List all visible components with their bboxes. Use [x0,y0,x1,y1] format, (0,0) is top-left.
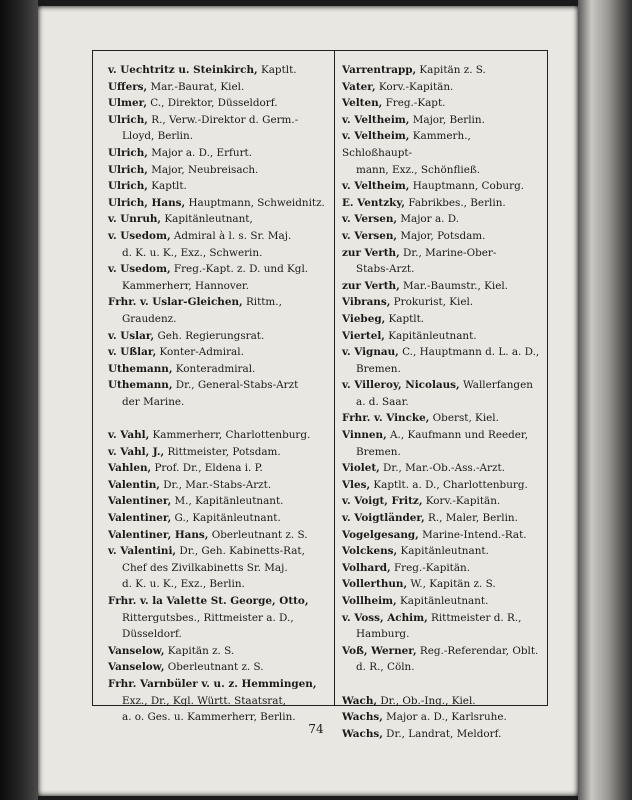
directory-entry [342,593,542,610]
directory-entry [108,493,328,510]
directory-entry [108,659,328,676]
directory-entry [108,477,328,494]
entry-details: Rittm., [245,296,282,309]
entry-name: Valentin, [108,478,160,491]
directory-entry [108,79,328,96]
entry-details: C., Hauptmann d. L. a. D., [402,346,540,359]
entry-name: Vogelgesang, [342,528,419,541]
directory-entry [342,576,542,593]
directory-entry [342,477,542,494]
entry-name: Viertel, [342,329,385,342]
entry-continuation: a. o. Ges. u. Kammerherr, Berlin. [122,711,296,724]
entry-name: Ulrich, [108,113,148,126]
entry-name: Uffers, [108,80,148,93]
entry-continuation: Stabs-Arzt. [356,263,415,276]
directory-entry [342,328,542,345]
entry-name: Frhr. v. la Valette St. George, Otto, [108,595,309,607]
entry-details: Major a. D. [400,213,460,226]
entry-name: Uthemann, [108,379,173,392]
entry-details: Kammerherr, Charlottenburg. [152,429,311,442]
directory-entry [342,510,542,527]
directory-entry [108,178,328,195]
entry-name: v. Vahl, [108,429,150,442]
directory-entry [108,294,328,327]
column-divider [334,50,335,706]
entry-details: Marine-Intend.-Rat. [422,528,527,541]
entry-name: v. Uechtritz u. Steinkirch, [108,64,258,76]
entry-details: Kaptlt. a. D., Charlottenburg. [373,478,528,491]
directory-entry [342,344,542,377]
entry-name: v. Versen, [342,229,398,242]
entry-details: R., Verw.-Direktor d. Germ.- [151,113,299,126]
entry-name: v. Voss, Achim, [342,611,428,624]
entry-details: Kapitän z. S. [419,64,486,76]
entry-name: Wachs, [342,711,383,724]
entry-details: Dr., Landrat, Meldorf. [386,727,502,740]
entry-name: Volckens, [342,545,398,558]
directory-entry [108,344,328,361]
entry-name: Frhr. v. Vincke, [342,412,430,425]
entry-details: Rittmeister d. R., [431,611,522,624]
entry-details: Dr., Mar.-Ob.-Ass.-Arzt. [383,462,505,475]
entry-details: Oberst, Kiel. [432,412,499,425]
directory-entry [342,527,542,544]
entry-name: v. Ußlar, [108,346,157,359]
entry-name: Frhr. Varnbüler v. u. z. Hemmingen, [108,677,317,690]
entry-details: Oberleutnant z. S. [211,528,308,541]
entry-details: Freg.-Kapitän. [393,561,471,574]
directory-entry [342,95,542,112]
entry-details: Reg.-Referendar, Oblt. [419,644,539,657]
directory-entry [108,162,328,179]
directory-entry [108,211,328,228]
entry-name: Wach, [342,694,377,707]
entry-name: Valentiner, [108,495,172,508]
directory-entry [342,643,542,676]
entry-name: Vibrans, [342,296,391,309]
entry-name: Varrentrapp, [342,64,417,76]
entry-details: Kaptlt. [151,180,187,193]
directory-entry [108,427,328,444]
entry-name: v. Usedom, [108,263,171,276]
entry-name: v. Voigt, Fritz, [342,495,423,508]
section-gap [108,410,328,427]
directory-entry [108,112,328,145]
entry-name: Ulrich, [108,163,148,176]
entry-details: Freg.-Kapt. z. D. und Kgl. [173,263,309,276]
page-number: 74 [308,722,324,736]
entry-details: Kapitän z. S. [167,644,235,657]
entry-name: v. Unruh, [108,213,162,226]
right-column [342,62,542,742]
entry-details: Hauptmann, Coburg. [412,180,525,193]
entry-continuation: mann, Exz., Schönfließ. [356,163,481,176]
entry-details: Wallerfangen [462,379,533,392]
entry-details: Major, Berlin. [412,113,485,126]
entry-name: Vles, [342,478,371,491]
directory-entry [342,693,542,710]
entry-name: E. Ventzky, [342,196,405,209]
entry-name: v. Villeroy, Nicolaus, [342,379,460,392]
entry-name: Viebeg, [342,312,386,325]
directory-entry [108,145,328,162]
entry-name: Violet, [342,462,380,475]
entry-details: Major, Neubreisach. [151,163,259,176]
entry-name: Vollheim, [342,595,397,607]
directory-entry [108,676,328,726]
entry-continuation: d. K. u. K., Exz., Schwerin. [122,246,263,259]
directory-entry [108,95,328,112]
directory-entry [108,643,328,660]
entry-details: Mar.-Baumstr., Kiel. [403,279,508,292]
entry-name: Ulrich, [108,180,148,193]
entry-details: Korv.-Kapitän. [378,80,454,93]
entry-name: Ulmer, [108,97,147,110]
directory-entry [342,112,542,129]
entry-name: v. Uslar, [108,329,155,342]
entry-details: Kaptlt. [260,64,297,76]
directory-entry [342,377,542,410]
entry-name: v. Vahl, J., [108,445,165,458]
directory-entry [108,527,328,544]
entry-details: Kaptlt. [388,312,425,325]
entry-details: Konteradmiral. [175,362,256,375]
entry-name: Valentiner, [108,512,172,525]
directory-entry [342,610,542,643]
entry-name: v. Veltheim, [342,180,410,193]
directory-entry [342,79,542,96]
directory-entry [108,361,328,378]
entry-continuation: a. d. Saar. [356,395,409,408]
entry-name: Ulrich, Hans, [108,196,186,209]
page-edge [578,0,632,800]
directory-entry [342,128,542,178]
directory-entry [108,261,328,294]
entry-continuation: Bremen. [356,362,401,375]
directory-entry [342,195,542,212]
entry-name: Vanselow, [108,661,165,674]
directory-entry [108,460,328,477]
entry-name: Uthemann, [108,362,173,375]
entry-continuation: Hamburg. [356,628,410,641]
entry-continuation: Rittergutsbes., Rittmeister a. D., [122,611,294,624]
entry-continuation: der Marine. [122,395,185,408]
entry-name: v. Voigtländer, [342,512,425,525]
entry-name: Vanselow, [108,644,165,657]
entry-details: Kammerh., Schloßhaupt- [342,130,471,159]
directory-entry [108,62,328,79]
entry-name: v. Veltheim, [342,113,410,126]
entry-name: Vater, [342,80,376,93]
entry-details: W., Kapitän z. S. [410,578,496,591]
entry-name: v. Vignau, [342,346,399,359]
entry-continuation: d. R., Cöln. [356,661,415,674]
entry-details: Oberleutnant z. S. [167,661,264,674]
entry-name: Voß, Werner, [342,644,417,657]
directory-entry [342,62,542,79]
entry-details: A., Kaufmann und Reeder, [390,429,529,442]
directory-entry [342,211,542,228]
entry-details: Rittmeister, Potsdam. [167,445,281,458]
directory-entry [342,560,542,577]
directory-entry [108,195,328,212]
entry-details: Kapitänleutnant. [388,329,477,342]
entry-name: v. Usedom, [108,229,171,242]
entry-details: Konter-Admiral. [159,346,244,359]
entry-continuation: Bremen. [356,445,401,458]
entry-details: Hauptmann, Schweidnitz. [188,196,325,209]
entry-continuation: Chef des Zivilkabinetts Sr. Maj. [122,561,288,574]
directory-entry [108,510,328,527]
entry-name: Vinnen, [342,429,387,442]
directory-entry [342,311,542,328]
directory-entry [108,444,328,461]
directory-entry [108,543,328,593]
entry-details: Dr., Marine-Ober- [403,246,497,259]
entry-details: Major a. D., Erfurt. [151,146,253,159]
book-spine-shadow [0,0,38,800]
entry-name: v. Valentini, [108,545,177,558]
entry-details: Kapitänleutnant, [164,213,253,226]
entry-name: Ulrich, [108,146,148,159]
entry-details: R., Maler, Berlin. [428,512,518,525]
entry-name: zur Verth, [342,246,400,259]
entry-details: Kapitänleutnant. [400,545,489,558]
directory-entry [108,377,328,410]
entry-details: Mar.-Baurat, Kiel. [150,80,245,93]
entry-name: Vollerthun, [342,578,408,591]
directory-entry [342,493,542,510]
entry-details: Prokurist, Kiel. [393,296,474,309]
directory-entry [342,543,542,560]
directory-entry [342,278,542,295]
directory-entry [108,228,328,261]
directory-entry [342,460,542,477]
entry-details: Prof. Dr., Eldena i. P. [154,462,263,475]
entry-continuation: Graudenz. [122,312,177,325]
directory-entry [342,178,542,195]
entry-name: Velten, [342,97,383,110]
directory-entry [342,245,542,278]
directory-entry [108,328,328,345]
directory-entry [342,427,542,460]
entry-continuation: Kammerherr, Hannover. [122,279,250,292]
entry-details: Dr., Geh. Kabinetts-Rat, [179,545,305,558]
entry-details: Dr., General-Stabs-Arzt [175,379,299,392]
directory-entry [342,294,542,311]
entry-name: Volhard, [342,561,391,574]
entry-name: Wachs, [342,727,383,740]
entry-details: Dr., Mar.-Stabs-Arzt. [163,478,272,491]
entry-name: zur Verth, [342,279,400,292]
entry-name: Valentiner, Hans, [108,528,209,541]
entry-continuation: d. K. u. K., Exz., Berlin. [122,578,245,591]
entry-name: v. Veltheim, [342,130,410,143]
entry-details: Kapitänleutnant. [399,595,489,607]
entry-details: Admiral à l. s. Sr. Maj. [173,229,292,242]
entry-details: Major, Potsdam. [400,229,486,242]
entry-name: Vahlen, [108,462,152,475]
entry-details: Dr., Ob.-Ing., Kiel. [380,694,476,707]
section-gap [342,676,542,693]
entry-details: Fabrikbes., Berlin. [408,196,506,209]
entry-name: v. Versen, [342,213,398,226]
entry-details: Geh. Regierungsrat. [157,329,265,342]
entry-details: M., Kapitänleutnant. [174,495,284,508]
directory-entry [342,228,542,245]
entry-continuation: Lloyd, Berlin. [122,130,193,143]
entry-details: Freg.-Kapt. [385,97,446,110]
entry-details: Major a. D., Karlsruhe. [386,711,507,724]
entry-name: Frhr. v. Uslar-Gleichen, [108,296,243,309]
entry-details: Korv.-Kapitän. [425,495,501,508]
directory-entry [342,410,542,427]
left-column [108,62,328,726]
directory-entry [108,593,328,643]
entry-details: G., Kapitänleutnant. [174,512,281,525]
entry-continuation: Exz., Dr., Kgl. Württ. Staatsrat, [122,694,286,707]
entry-details: C., Direktor, Düsseldorf. [150,97,278,110]
entry-continuation: Düsseldorf. [122,628,182,641]
